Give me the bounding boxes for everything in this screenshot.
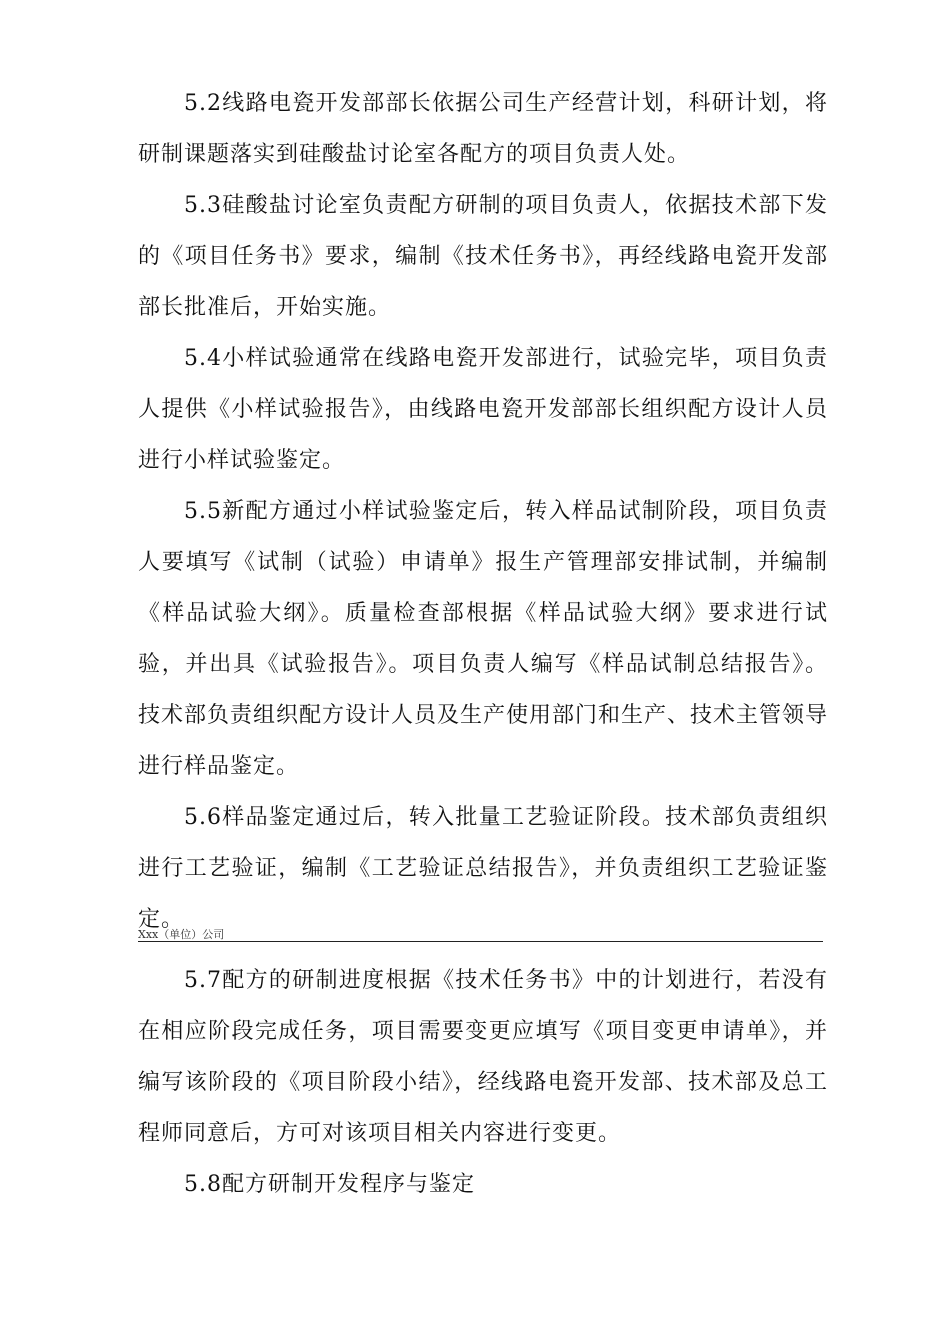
body-text-top xyxy=(138,78,828,945)
body-text-bottom xyxy=(138,955,828,1210)
paragraph-5-4: 5.4小样试验通常在线路电瓷开发部进行，试验完毕，项目负责人提供《小样试验报告》，由线路电瓷开发部部长组织配方设计人员进行小样试验鉴定。 xyxy=(138,346,828,473)
page-footer-company: Xxx（单位）公司 xyxy=(138,928,225,941)
paragraph-5-3: 5.3硅酸盐讨论室负责配方研制的项目负责人，依据技术部下发的《项目任务书》要求，编制《技术任务书》，再经线路电瓷开发部部长批准后，开始实施。 xyxy=(138,193,828,320)
paragraph-5-6: 5.6样品鉴定通过后，转入批量工艺验证阶段。技术部负责组织进行工艺验证，编制《工艺验证总结报告》，并负责组织工艺验证鉴定。 xyxy=(138,805,828,932)
paragraph-5-8: 5.8配方研制开发程序与鉴定 xyxy=(184,1172,475,1197)
paragraph-5-7: 5.7配方的研制进度根据《技术任务书》中的计划进行，若没有在相应阶段完成任务，项目需要变更应填写《项目变更申请单》，并编写该阶段的《项目阶段小结》，经线路电瓷开发部、技术部及总工程师同意后，方可对该项目相关内容进行变更。 xyxy=(138,968,828,1146)
paragraph-5-2: 5.2线路电瓷开发部部长依据公司生产经营计划，科研计划，将研制课题落实到硅酸盐讨论室各配方的项目负责人处。 xyxy=(138,91,828,167)
paragraph-5-5: 5.5新配方通过小样试验鉴定后，转入样品试制阶段，项目负责人要填写《试制（试验）申请单》报生产管理部安排试制，并编制《样品试验大纲》。质量检查部根据《样品试验大纲》要求进行试验，并出具《试验报告》。项目负责人编写《样品试制总结报告》。技术部负责组织配方设计人员及生产使用部门和生产、技术主管领导进行样品鉴定。 xyxy=(138,499,829,779)
footer-divider xyxy=(138,941,823,942)
